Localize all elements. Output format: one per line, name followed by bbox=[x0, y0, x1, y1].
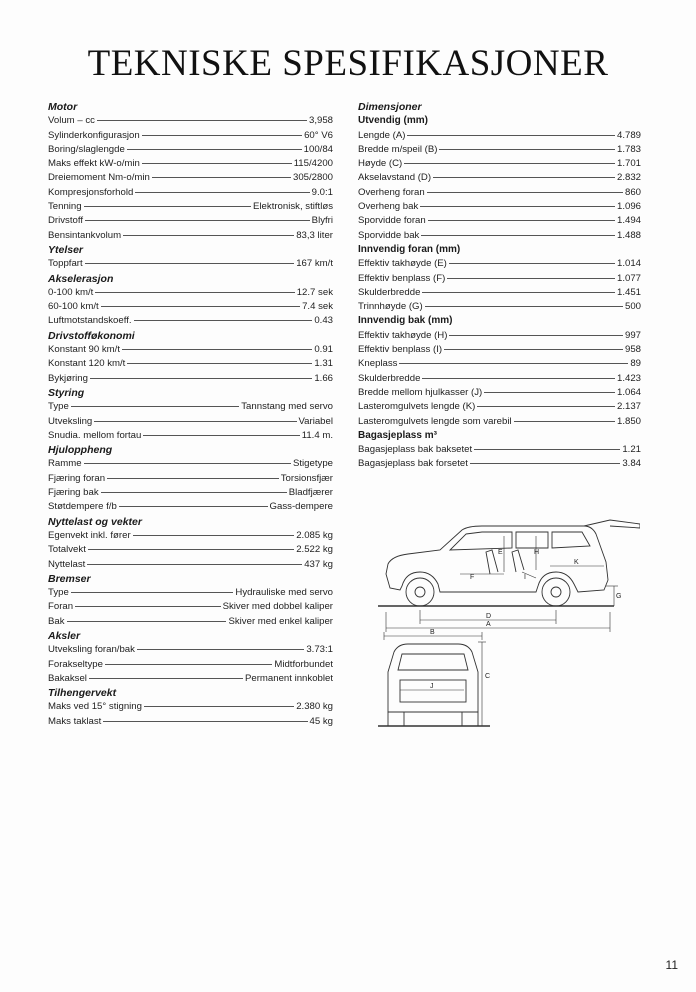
spec-row bbox=[48, 343, 333, 357]
leader-line bbox=[89, 678, 243, 679]
leader-line bbox=[428, 220, 615, 221]
spec-label: Type bbox=[48, 401, 69, 413]
spec-row bbox=[358, 229, 641, 243]
spec-row bbox=[48, 500, 333, 514]
spec-value: 305/2800 bbox=[292, 172, 333, 184]
spec-label: Bagasjeplass bak baksetet bbox=[358, 444, 473, 456]
spec-value: 4.789 bbox=[616, 129, 641, 141]
leader-line bbox=[127, 363, 312, 364]
leader-line bbox=[88, 549, 294, 550]
leader-line bbox=[71, 406, 239, 407]
leader-line bbox=[143, 435, 299, 436]
section-heading: Drivstofføkonomi bbox=[48, 329, 135, 342]
spec-row bbox=[358, 143, 641, 157]
spec-label: Toppfart bbox=[48, 258, 83, 270]
spec-value: 1.064 bbox=[616, 386, 641, 398]
leader-line bbox=[407, 135, 615, 136]
spec-value: 2.522 kg bbox=[296, 544, 333, 556]
spec-label: Effektiv takhøyde (H) bbox=[358, 329, 448, 341]
page-number: 11 bbox=[665, 958, 678, 972]
spec-label: Luftmotstandskoeff. bbox=[48, 315, 132, 327]
spec-row bbox=[48, 314, 333, 328]
spec-row bbox=[358, 457, 641, 471]
spec-label: Bensintankvolum bbox=[48, 229, 122, 241]
spec-value: 83,3 liter bbox=[296, 229, 333, 241]
subsection-heading: Utvendig (mm) bbox=[358, 115, 428, 127]
leader-line bbox=[449, 335, 623, 336]
spec-label: Overheng bak bbox=[358, 201, 419, 213]
spec-value: 89 bbox=[630, 358, 641, 370]
spec-label: Maks effekt kW-o/min bbox=[48, 158, 140, 170]
spec-label: Fjæring foran bbox=[48, 472, 106, 484]
spec-value: 3,958 bbox=[308, 115, 333, 127]
spec-value: 0.91 bbox=[314, 344, 333, 356]
spec-row bbox=[48, 157, 333, 171]
spec-label: Bak bbox=[48, 615, 65, 627]
spec-label: Maks ved 15° stigning bbox=[48, 701, 142, 713]
leader-line bbox=[84, 206, 251, 207]
spec-row bbox=[48, 586, 333, 600]
spec-label: Dreiemoment Nm-o/min bbox=[48, 172, 150, 184]
spec-value: 100/84 bbox=[303, 143, 333, 155]
spec-value: 1.451 bbox=[616, 286, 641, 298]
spec-row bbox=[358, 286, 641, 300]
spec-value: 7.4 sek bbox=[302, 301, 333, 313]
leader-line bbox=[87, 564, 302, 565]
spec-value: 1.488 bbox=[616, 229, 641, 241]
spec-value: Variabel bbox=[298, 415, 333, 427]
spec-row bbox=[358, 400, 641, 414]
leader-line bbox=[101, 306, 300, 307]
spec-label: Sylinderkonfigurasjon bbox=[48, 129, 140, 141]
dim-label-d: D bbox=[486, 613, 492, 620]
leader-line bbox=[449, 263, 615, 264]
vehicle-dimension-diagram bbox=[378, 512, 640, 743]
spec-row bbox=[358, 214, 641, 228]
leader-line bbox=[421, 235, 615, 236]
spec-value: 1.783 bbox=[616, 143, 641, 155]
spec-row bbox=[48, 286, 333, 300]
spec-value: Gass-dempere bbox=[269, 501, 333, 513]
spec-row bbox=[48, 529, 333, 543]
subsection-heading: Bagasjeplass m³ bbox=[358, 429, 437, 441]
spec-row bbox=[48, 129, 333, 143]
spec-row bbox=[358, 357, 641, 371]
spec-row bbox=[358, 343, 641, 357]
section-heading: Nyttelast og vekter bbox=[48, 515, 142, 528]
subsection-heading: Innvendig bak (mm) bbox=[358, 315, 453, 327]
leader-line bbox=[123, 235, 294, 236]
spec-label: Akselavstand (D) bbox=[358, 172, 432, 184]
spec-value: 115/4200 bbox=[293, 158, 333, 170]
spec-label: Kompresjonsforhold bbox=[48, 186, 134, 198]
spec-row bbox=[48, 486, 333, 500]
rear-window bbox=[398, 654, 468, 670]
leader-line bbox=[71, 592, 234, 593]
spec-row bbox=[48, 372, 333, 386]
spec-row bbox=[48, 429, 333, 443]
spec-label: Lasteromgulvets lengde som varebil bbox=[358, 415, 512, 427]
section-heading: Hjuloppheng bbox=[48, 444, 113, 457]
leader-line bbox=[427, 192, 623, 193]
section-heading: Bremser bbox=[48, 572, 91, 585]
spec-label: Ramme bbox=[48, 458, 82, 470]
dim-label-h: H bbox=[534, 549, 540, 556]
dim-label-a: A bbox=[486, 621, 491, 628]
leader-line bbox=[439, 149, 615, 150]
spec-value: Hydrauliske med servo bbox=[235, 587, 333, 599]
spec-value: 2.832 bbox=[616, 172, 641, 184]
spec-row bbox=[48, 200, 333, 214]
spec-value: 500 bbox=[624, 301, 641, 313]
leader-line bbox=[135, 192, 309, 193]
spec-row bbox=[358, 372, 641, 386]
leader-line bbox=[97, 120, 307, 121]
spec-value: 0.43 bbox=[314, 315, 333, 327]
spec-value: Torsionsfjær bbox=[280, 472, 333, 484]
leader-line bbox=[474, 449, 620, 450]
spec-label: Volum – cc bbox=[48, 115, 95, 127]
spec-row bbox=[48, 186, 333, 200]
leader-line bbox=[420, 206, 615, 207]
spec-value: 860 bbox=[624, 186, 641, 198]
leader-line bbox=[404, 163, 615, 164]
spec-label: Drivstoff bbox=[48, 215, 84, 227]
spec-value: 60° V6 bbox=[304, 129, 333, 141]
spec-value: 1.66 bbox=[314, 372, 333, 384]
open-tailgate bbox=[584, 520, 640, 528]
front-wheel bbox=[406, 578, 434, 606]
spec-label: Egenvekt inkl. fører bbox=[48, 529, 131, 541]
leader-line bbox=[142, 135, 302, 136]
spec-value: Elektronisk, stiftløs bbox=[253, 201, 333, 213]
spec-row bbox=[48, 658, 333, 672]
spec-label: Bykjøring bbox=[48, 372, 88, 384]
dim-label-k: K bbox=[574, 559, 579, 566]
spec-label: Sporvidde bak bbox=[358, 229, 420, 241]
spec-label: Trinnhøyde (G) bbox=[358, 301, 423, 313]
spec-row bbox=[358, 443, 641, 457]
spec-value: 1.014 bbox=[616, 258, 641, 270]
leader-line bbox=[134, 320, 313, 321]
spec-row bbox=[358, 129, 641, 143]
spec-value: 11.4 m. bbox=[301, 429, 333, 441]
dim-label-f: F bbox=[470, 574, 475, 581]
spec-label: 60-100 km/t bbox=[48, 301, 99, 313]
leader-line bbox=[85, 263, 295, 264]
spec-label: Foran bbox=[48, 601, 74, 613]
dim-label-c: C bbox=[485, 673, 491, 680]
spec-label: Snudia. mellom fortau bbox=[48, 429, 142, 441]
leader-line bbox=[94, 421, 296, 422]
spec-value: Skiver med dobbel kaliper bbox=[222, 601, 333, 613]
leader-line bbox=[477, 406, 615, 407]
section-heading: Ytelser bbox=[48, 243, 84, 256]
section-heading: Styring bbox=[48, 386, 85, 399]
spec-row bbox=[358, 272, 641, 286]
spec-label: Effektiv takhøyde (E) bbox=[358, 258, 447, 270]
spec-row bbox=[48, 214, 333, 228]
leader-line bbox=[133, 535, 295, 536]
page-title: TEKNISKE SPESIFIKASJONER bbox=[87, 43, 609, 84]
leader-line bbox=[484, 392, 615, 393]
spec-value: Stigetype bbox=[292, 458, 333, 470]
spec-row bbox=[48, 643, 333, 657]
leader-line bbox=[85, 220, 310, 221]
leader-line bbox=[447, 278, 615, 279]
spec-value: 1.21 bbox=[622, 444, 641, 456]
spec-label: Bagasjeplass bak forsetet bbox=[358, 458, 468, 470]
spec-label: Konstant 120 km/t bbox=[48, 358, 126, 370]
leader-line bbox=[422, 292, 615, 293]
leader-line bbox=[84, 463, 291, 464]
spec-label: Lasteromgulvets lengde (K) bbox=[358, 401, 476, 413]
dim-label-g: G bbox=[616, 593, 622, 600]
spec-column-left bbox=[48, 100, 333, 729]
spec-column-right bbox=[358, 100, 641, 472]
spec-value: 1.096 bbox=[616, 201, 641, 213]
spec-label: Boring/slaglengde bbox=[48, 143, 125, 155]
leader-line bbox=[67, 621, 227, 622]
leader-line bbox=[119, 506, 268, 507]
spec-row bbox=[358, 300, 641, 314]
spec-row bbox=[48, 457, 333, 471]
spec-row bbox=[48, 143, 333, 157]
leader-line bbox=[425, 306, 623, 307]
spec-value: Tannstang med servo bbox=[241, 401, 333, 413]
spec-value: 437 kg bbox=[304, 558, 333, 570]
spec-value: 2.137 bbox=[616, 401, 641, 413]
spec-row bbox=[48, 558, 333, 572]
leader-line bbox=[103, 721, 307, 722]
spec-label: Type bbox=[48, 587, 69, 599]
leader-line bbox=[105, 664, 272, 665]
leader-line bbox=[75, 606, 221, 607]
spec-value: 167 km/t bbox=[296, 258, 333, 270]
leader-line bbox=[144, 706, 294, 707]
spec-row bbox=[48, 543, 333, 557]
spec-label: Lengde (A) bbox=[358, 129, 406, 141]
spec-row bbox=[358, 257, 641, 271]
spec-label: Sporvidde foran bbox=[358, 215, 426, 227]
spec-label: Nyttelast bbox=[48, 558, 86, 570]
spec-value: Permanent innkoblet bbox=[245, 672, 333, 684]
spec-row bbox=[358, 186, 641, 200]
leader-line bbox=[470, 463, 620, 464]
leader-line bbox=[137, 649, 304, 650]
leader-line bbox=[107, 478, 279, 479]
spec-value: 997 bbox=[624, 329, 641, 341]
spec-row bbox=[48, 400, 333, 414]
spec-value: 1.423 bbox=[616, 372, 641, 384]
spec-row bbox=[48, 114, 333, 128]
spec-value: Bladfjærer bbox=[288, 487, 333, 499]
spec-label: Høyde (C) bbox=[358, 158, 403, 170]
spec-row bbox=[358, 329, 641, 343]
spec-row bbox=[358, 157, 641, 171]
leader-line bbox=[433, 177, 615, 178]
leader-line bbox=[142, 163, 292, 164]
leader-line bbox=[95, 292, 294, 293]
spec-value: 1.31 bbox=[314, 358, 333, 370]
leader-line bbox=[422, 378, 615, 379]
spec-label: Utveksling bbox=[48, 415, 93, 427]
spec-label: Tenning bbox=[48, 201, 82, 213]
spec-row bbox=[48, 700, 333, 714]
spec-value: 2.380 kg bbox=[296, 701, 333, 713]
spec-value: 3.84 bbox=[622, 458, 641, 470]
leader-line bbox=[90, 378, 312, 379]
leader-line bbox=[122, 349, 312, 350]
leader-line bbox=[514, 421, 615, 422]
spec-row bbox=[48, 615, 333, 629]
spec-row bbox=[358, 200, 641, 214]
spec-row bbox=[48, 229, 333, 243]
spec-row bbox=[48, 357, 333, 371]
spec-row bbox=[358, 415, 641, 429]
spec-row bbox=[48, 600, 333, 614]
dim-label-i: I bbox=[524, 574, 526, 581]
leader-line bbox=[101, 492, 287, 493]
spec-row bbox=[48, 300, 333, 314]
leader-line bbox=[399, 363, 628, 364]
spec-label: Kneplass bbox=[358, 358, 398, 370]
spec-value: 12.7 sek bbox=[296, 286, 333, 298]
spec-label: Bakaksel bbox=[48, 672, 87, 684]
subsection-heading: Innvendig foran (mm) bbox=[358, 243, 461, 255]
spec-row bbox=[358, 386, 641, 400]
spec-row bbox=[48, 257, 333, 271]
spec-value: 1.077 bbox=[616, 272, 641, 284]
spec-label: Forakseltype bbox=[48, 658, 103, 670]
spec-label: Støtdempere f/b bbox=[48, 501, 117, 513]
spec-label: Skulderbredde bbox=[358, 286, 421, 298]
spec-value: 9.0:1 bbox=[311, 186, 333, 198]
section-heading: Dimensjoner bbox=[358, 101, 422, 113]
spec-label: Skulderbredde bbox=[358, 372, 421, 384]
spec-row bbox=[48, 715, 333, 729]
side-windows bbox=[450, 532, 590, 550]
spec-value: 1.494 bbox=[616, 215, 641, 227]
spec-row bbox=[48, 472, 333, 486]
spec-value: 45 kg bbox=[309, 715, 333, 727]
spec-value: Blyfri bbox=[311, 215, 333, 227]
spec-value: 1.701 bbox=[616, 158, 641, 170]
spec-value: 3.73:1 bbox=[306, 644, 333, 656]
dim-label-b: B bbox=[430, 629, 435, 636]
leader-line bbox=[127, 149, 302, 150]
spec-label: Overheng foran bbox=[358, 186, 425, 198]
spec-value: Skiver med enkel kaliper bbox=[228, 615, 333, 627]
spec-label: 0-100 km/t bbox=[48, 286, 94, 298]
spec-label: Bredde mellom hjulkasser (J) bbox=[358, 386, 483, 398]
spec-label: Effektiv benplass (F) bbox=[358, 272, 446, 284]
leader-line bbox=[444, 349, 623, 350]
spec-row bbox=[48, 672, 333, 686]
spec-label: Bredde m/speil (B) bbox=[358, 143, 438, 155]
spec-label: Konstant 90 km/t bbox=[48, 344, 120, 356]
section-heading: Akselerasjon bbox=[48, 272, 114, 285]
spec-label: Utveksling foran/bak bbox=[48, 644, 135, 656]
spec-value: 1.850 bbox=[616, 415, 641, 427]
section-heading: Motor bbox=[48, 101, 78, 113]
spec-row bbox=[48, 415, 333, 429]
seat-outlines bbox=[486, 550, 524, 574]
section-heading: Aksler bbox=[48, 629, 81, 642]
dim-label-j: J bbox=[430, 683, 434, 690]
spec-value: 958 bbox=[624, 344, 641, 356]
section-heading: Tilhengervekt bbox=[48, 687, 117, 700]
leader-line bbox=[152, 177, 291, 178]
spec-value: Midtforbundet bbox=[274, 658, 333, 670]
spec-label: Totalvekt bbox=[48, 544, 86, 556]
spec-label: Maks taklast bbox=[48, 715, 102, 727]
rear-wheel bbox=[542, 578, 570, 606]
spec-row bbox=[48, 171, 333, 185]
spec-label: Effektiv benplass (I) bbox=[358, 344, 443, 356]
spec-value: 2.085 kg bbox=[296, 529, 333, 541]
spec-label: Fjæring bak bbox=[48, 487, 99, 499]
vehicle-diagram-svg bbox=[378, 512, 640, 738]
dim-label-e: E bbox=[498, 549, 503, 556]
spec-row bbox=[358, 171, 641, 185]
